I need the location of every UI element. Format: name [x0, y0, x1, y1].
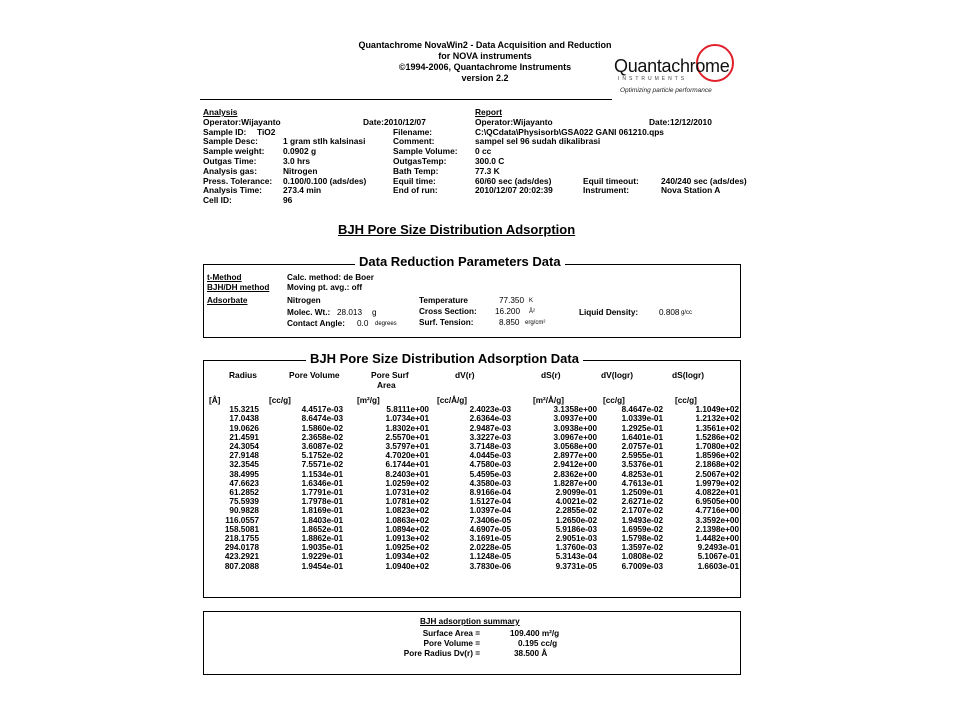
table-row: [209, 488, 739, 497]
cell-dv-r: 4.6907e-05: [469, 524, 511, 534]
logo-name: Quantachrome: [614, 56, 730, 76]
cell-radius: 27.9148: [229, 451, 259, 461]
cell-dv-logr: 1.3597e-02: [621, 543, 663, 553]
outgas-temp-value: 300.0 C: [475, 155, 505, 166]
table-row: [209, 543, 739, 552]
cell-ds-r: 2.9051e-03: [555, 534, 597, 544]
cell-dv-r: 1.5127e-04: [469, 497, 511, 507]
cell-ds-logr: 4.0822e+01: [695, 488, 739, 498]
header-line-2: for NOVA instruments: [438, 51, 532, 61]
cell-pore-surf-area: 4.7020e+01: [385, 451, 429, 461]
cell-dv-r: 1.0397e-04: [469, 506, 511, 516]
cell-dv-logr: 1.0808e-02: [621, 552, 663, 562]
cell-pore-surf-area: 8.2403e+01: [385, 469, 429, 479]
press-tolerance-value: 0.100/0.100 (ads/des): [283, 175, 367, 186]
bjh-method-label: BJH/DH method: [207, 283, 270, 292]
surface-tension-unit: erg/cm²: [525, 320, 546, 326]
table-row: [209, 442, 739, 451]
cell-ds-r: 4.0021e-02: [555, 497, 597, 507]
table-row: [209, 405, 739, 414]
cell-radius: 75.5939: [229, 497, 259, 507]
cell-dv-logr: 2.0757e-01: [621, 442, 663, 452]
cell-ds-r: 3.0967e+00: [553, 432, 597, 442]
cell-dv-r: 4.3580e-03: [469, 478, 511, 488]
cell-pore-volume: 1.8169e-01: [301, 506, 343, 516]
cell-dv-r: 2.6364e-03: [469, 414, 511, 424]
cell-dv-r: 2.9487e-03: [469, 423, 511, 433]
cell-ds-r: 1.3760e-03: [555, 543, 597, 553]
cell-radius: 24.3054: [229, 442, 259, 452]
cell-ds-logr: 1.5286e+02: [695, 432, 739, 442]
reduction-parameters-content: [207, 273, 727, 333]
bjh-data-table: [209, 396, 739, 571]
cell-pore-surf-area: 1.0894e+02: [385, 524, 429, 534]
sample-volume-value: 0 cc: [475, 146, 492, 157]
cell-ds-logr: 9.2493e-01: [697, 543, 739, 553]
cell-radius: 38.4995: [229, 469, 259, 479]
cell-pore-volume: 1.8403e-01: [301, 515, 343, 525]
analysis-gas-value: Nitrogen: [283, 165, 318, 176]
header-line-3: ©1994-2006, Quantachrome Instruments: [398, 62, 572, 72]
cell-dv-r: 2.4023e-03: [469, 405, 511, 415]
table-row: [209, 451, 739, 460]
cell-id-label: Cell ID:: [203, 195, 232, 206]
cell-ds-logr: 1.3561e+02: [695, 423, 739, 433]
cell-pore-surf-area: 1.0940e+02: [385, 561, 429, 571]
contact-angle-value: 0.0: [357, 319, 369, 328]
cell-dv-logr: 1.6959e-02: [621, 524, 663, 534]
cell-dv-r: 3.3227e-03: [469, 432, 511, 442]
cell-ds-r: 2.9412e+00: [553, 460, 597, 470]
table-row: [209, 470, 739, 479]
cell-ds-logr: 6.9505e+00: [695, 497, 739, 507]
surface-area-value: 109.400 m²/g: [510, 629, 560, 638]
unit-pore-surf: [m²/g]: [357, 396, 380, 405]
summary-title: BJH adsorption summary: [420, 617, 520, 626]
reduction-title-text: Data Reduction Parameters Data: [359, 254, 561, 269]
summary-content: [380, 629, 620, 669]
cell-dv-r: 3.7148e-03: [469, 442, 511, 452]
cell-radius: 32.3545: [229, 460, 259, 470]
outgas-temp-label: OutgasTemp:: [393, 155, 447, 166]
cell-dv-logr: 1.6401e-01: [621, 432, 663, 442]
col-header-radius: Radius: [229, 370, 257, 380]
cell-dv-logr: 2.1707e-02: [621, 506, 663, 516]
cell-dv-r: 2.0228e-05: [469, 543, 511, 553]
cell-pore-surf-area: 1.0863e+02: [385, 515, 429, 525]
cell-radius: 807.2088: [224, 561, 259, 571]
t-method-label: t-Method: [207, 273, 242, 282]
cell-id-value: 96: [283, 195, 293, 206]
surface-tension-value: 8.850: [499, 318, 520, 327]
cell-pore-volume: 8.6474e-03: [301, 414, 343, 424]
col-header-pore-surf: Pore Surf: [371, 370, 409, 380]
table-row: [209, 460, 739, 469]
cross-section-label: Cross Section:: [419, 307, 477, 316]
cell-pore-surf-area: 2.5570e+01: [385, 432, 429, 442]
press-tolerance-label: Press. Tolerance:: [203, 175, 273, 186]
cell-radius: 47.6623: [229, 478, 259, 488]
sample-desc-label: Sample Desc:: [203, 136, 258, 147]
filename-label: Filename:: [393, 126, 433, 137]
liquid-density-value: 0.808: [659, 308, 680, 317]
cell-dv-logr: 2.5955e-01: [621, 451, 663, 461]
cell-radius: 61.2852: [229, 488, 259, 498]
cell-radius: 218.1755: [224, 534, 259, 544]
cell-pore-surf-area: 1.0913e+02: [385, 534, 429, 544]
adsorbate-gas: Nitrogen: [287, 296, 321, 305]
cell-pore-surf-area: 1.0781e+02: [385, 497, 429, 507]
cell-ds-logr: 3.3592e+00: [695, 515, 739, 525]
cell-radius: 15.3215: [229, 405, 259, 415]
cell-radius: 17.0438: [229, 414, 259, 424]
col-header-ds-r: dS(r): [541, 370, 561, 380]
outgas-time-label: Outgas Time:: [203, 155, 257, 166]
cell-ds-logr: 1.4482e+00: [695, 534, 739, 544]
surface-tension-label: Surf. Tension:: [419, 318, 474, 327]
equil-timeout-value: 240/240 sec (ads/des): [661, 175, 747, 186]
equil-timeout-label: Equil timeout:: [583, 175, 639, 186]
cell-pore-volume: 1.8652e-01: [301, 524, 343, 534]
cell-ds-r: 2.2855e-02: [555, 506, 597, 516]
cell-pore-surf-area: 1.0731e+02: [385, 488, 429, 498]
cell-dv-logr: 1.0339e-01: [621, 414, 663, 424]
header-divider: [200, 99, 612, 100]
sample-weight-value: 0.0902 g: [283, 146, 317, 157]
cell-pore-surf-area: 1.0259e+02: [385, 478, 429, 488]
outgas-time-value: 3.0 hrs: [283, 155, 311, 166]
table-row: [209, 516, 739, 525]
report-operator: Operator:Wijayanto: [475, 116, 553, 127]
cell-ds-r: 5.9186e-03: [555, 524, 597, 534]
cell-dv-r: 3.7830e-06: [469, 561, 511, 571]
sample-id-label: Sample ID:: [203, 126, 247, 137]
cell-pore-surf-area: 1.0734e+01: [385, 414, 429, 424]
liquid-density-label: Liquid Density:: [579, 308, 639, 317]
header-line-4: version 2.2: [461, 73, 509, 83]
cell-radius: 90.9828: [229, 506, 259, 516]
cell-dv-r: 5.4595e-03: [469, 469, 511, 479]
table-row: [209, 479, 739, 488]
cell-ds-r: 1.8287e+00: [553, 478, 597, 488]
liquid-density-unit: g/cc: [681, 310, 693, 316]
comment-value: sampel sel 96 sudah dikalibrasi: [475, 136, 601, 147]
moving-avg-value: Moving pt. avg.: off: [287, 283, 363, 292]
analysis-time-label: Analysis Time:: [203, 185, 262, 196]
cross-section-unit: Å²: [529, 309, 535, 315]
reduction-parameters-title: [355, 254, 565, 269]
cell-pore-volume: 4.4517e-03: [301, 405, 343, 415]
pore-radius-label: Pore Radius Dv(r) =: [403, 649, 480, 658]
header-line-1: Quantachrome NovaWin2 - Data Acquisition and Reduction: [358, 40, 612, 50]
cell-pore-volume: 1.7978e-01: [301, 497, 343, 507]
cell-ds-logr: 1.8596e+02: [695, 451, 739, 461]
cell-dv-logr: 1.2925e-01: [621, 423, 663, 433]
table-row: [209, 497, 739, 506]
col-header-pore-volume: Pore Volume: [289, 370, 340, 380]
cell-radius: 116.0557: [225, 515, 259, 525]
cell-dv-logr: 6.7009e-03: [621, 561, 663, 571]
end-of-run-label: End of run:: [393, 185, 438, 196]
table-row: [209, 506, 739, 515]
cell-pore-surf-area: 1.8302e+01: [385, 423, 429, 433]
cell-pore-surf-area: 5.8111e+00: [386, 405, 429, 415]
adsorbate-label: Adsorbate: [207, 296, 248, 305]
bjh-data-title: [306, 351, 583, 366]
cell-dv-r: 4.7580e-03: [469, 460, 511, 470]
unit-dv-r: [cc/Å/g]: [437, 396, 468, 405]
pore-volume-value: 0.195 cc/g: [518, 639, 558, 648]
cell-pore-surf-area: 1.0925e+02: [385, 543, 429, 553]
cell-pore-surf-area: 3.5797e+01: [385, 442, 429, 452]
cell-pore-volume: 1.6346e-01: [301, 478, 343, 488]
filename-value: C:\QCdata\Physisorb\GSA022 GANI 061210.qps: [475, 126, 664, 137]
page-title: BJH Pore Size Distribution Adsorption: [338, 222, 576, 237]
unit-dv-logr: [cc/g]: [603, 396, 625, 405]
contact-angle-label: Contact Angle:: [287, 319, 345, 328]
table-row: [209, 552, 739, 561]
cell-dv-logr: 2.6271e-02: [621, 497, 663, 507]
cell-ds-r: 3.0938e+00: [553, 423, 597, 433]
analysis-date: Date:2010/12/07: [363, 116, 426, 127]
cell-dv-logr: 1.9493e-02: [621, 515, 663, 525]
cell-pore-volume: 1.9035e-01: [301, 543, 343, 553]
molec-wt-value: 28.013: [337, 308, 363, 317]
cell-dv-logr: 1.2509e-01: [621, 488, 663, 498]
cell-ds-logr: 1.2132e+02: [695, 414, 739, 424]
sample-id-value: TiO2: [257, 126, 276, 137]
unit-ds-logr: [cc/g]: [675, 396, 697, 405]
cell-ds-r: 2.9099e-01: [555, 488, 597, 498]
table-units-row: [209, 396, 739, 405]
analysis-operator: Operator:Wijayanto: [203, 116, 281, 127]
temperature-label: Temperature: [419, 296, 468, 305]
cell-radius: 21.4591: [229, 432, 259, 442]
comment-label: Comment:: [393, 136, 435, 147]
table-row: [209, 562, 739, 571]
cell-ds-logr: 2.1398e+00: [695, 524, 739, 534]
cell-dv-r: 8.9166e-04: [469, 488, 511, 498]
cell-dv-r: 4.0445e-03: [469, 451, 511, 461]
col-header-area: Area: [377, 380, 396, 390]
cell-pore-volume: 1.5860e-02: [301, 423, 343, 433]
report-heading: Report: [475, 107, 502, 117]
cell-pore-volume: 1.1534e-01: [301, 469, 343, 479]
sample-desc-value: 1 gram stlh kalsinasi: [283, 136, 366, 147]
cell-ds-logr: 4.7716e+00: [695, 506, 739, 516]
cell-pore-volume: 3.6087e-02: [301, 442, 343, 452]
cell-ds-r: 3.0937e+00: [553, 414, 597, 424]
molec-wt-unit: g: [372, 308, 377, 317]
calc-method-value: Calc. method: de Boer: [287, 273, 374, 282]
cell-dv-logr: 4.8253e-01: [621, 469, 663, 479]
molec-wt-label: Molec. Wt.:: [287, 308, 331, 317]
cell-ds-r: 1.2650e-02: [555, 515, 597, 525]
unit-radius: [Å]: [209, 396, 221, 405]
cell-radius: 423.2921: [224, 552, 259, 562]
cell-pore-surf-area: 6.1744e+01: [385, 460, 429, 470]
table-row: [209, 414, 739, 423]
surface-area-label: Surface Area =: [422, 629, 480, 638]
cell-dv-logr: 3.5376e-01: [621, 460, 663, 470]
logo-tagline: Optimizing particle performance: [620, 87, 712, 94]
instrument-value: Nova Station A: [661, 185, 721, 196]
col-header-ds-logr: dS(logr): [672, 370, 705, 380]
table-row: [209, 424, 739, 433]
cell-dv-r: 3.1691e-05: [469, 534, 511, 544]
cell-radius: 294.0178: [224, 543, 259, 553]
cell-radius: 158.5081: [224, 524, 259, 534]
cell-pore-surf-area: 1.0934e+02: [385, 552, 429, 562]
cell-ds-logr: 1.9979e+02: [695, 478, 739, 488]
table-row: [209, 433, 739, 442]
run-info: [203, 108, 763, 206]
instrument-label: Instrument:: [583, 185, 630, 196]
unit-ds-r: [m²/Å/g]: [533, 396, 564, 405]
sample-weight-label: Sample weight:: [203, 146, 265, 157]
cell-ds-r: 3.1358e+00: [553, 405, 597, 415]
cell-ds-r: 5.3143e-04: [555, 552, 597, 562]
cell-pore-volume: 7.5571e-02: [301, 460, 343, 470]
cell-ds-r: 2.8977e+00: [553, 451, 597, 461]
bath-temp-value: 77.3 K: [475, 165, 500, 176]
quantachrome-logo: [606, 42, 746, 100]
bjh-data-title-text: BJH Pore Size Distribution Adsorption Data: [310, 351, 579, 366]
temperature-unit: K: [529, 298, 534, 304]
table-row: [209, 525, 739, 534]
cell-radius: 19.0626: [229, 423, 259, 433]
end-of-run-value: 2010/12/07 20:02:39: [475, 185, 553, 196]
pore-radius-value: 38.500 Å: [514, 649, 548, 658]
analysis-time-value: 273.4 min: [283, 185, 322, 196]
cell-dv-r: 7.3406e-05: [469, 515, 511, 525]
cell-pore-volume: 1.7791e-01: [301, 488, 343, 498]
cell-dv-logr: 8.4647e-02: [621, 405, 663, 415]
unit-pore-volume: [cc/g]: [269, 396, 291, 405]
col-header-dv-logr: dV(logr): [601, 370, 634, 380]
cell-pore-volume: 2.3658e-02: [301, 432, 343, 442]
cell-ds-logr: 2.1868e+02: [695, 460, 739, 470]
table-body: [209, 396, 739, 571]
cell-pore-volume: 1.9229e-01: [301, 552, 343, 562]
cell-ds-logr: 1.1049e+02: [695, 405, 739, 415]
cell-pore-surf-area: 1.0823e+02: [385, 506, 429, 516]
col-header-dv-r: dV(r): [455, 370, 475, 380]
analysis-heading: Analysis: [203, 107, 238, 117]
equil-time-label: Equil time:: [393, 175, 436, 186]
cell-dv-logr: 4.7613e-01: [621, 478, 663, 488]
logo-subtitle: INSTRUMENTS: [618, 76, 688, 82]
cross-section-value: 16.200: [495, 307, 521, 316]
cell-ds-r: 2.8362e+00: [553, 469, 597, 479]
equil-time-value: 60/60 sec (ads/des): [475, 175, 552, 186]
cell-ds-r: 3.0568e+00: [553, 442, 597, 452]
cell-pore-volume: 5.1752e-02: [301, 451, 343, 461]
cell-ds-logr: 5.1067e-01: [697, 552, 739, 562]
analysis-gas-label: Analysis gas:: [203, 165, 257, 176]
report-date: Date:12/12/2010: [649, 116, 712, 127]
temperature-value: 77.350: [499, 296, 525, 305]
cell-ds-logr: 1.7080e+02: [695, 442, 739, 452]
bath-temp-label: Bath Temp:: [393, 165, 439, 176]
pore-volume-label: Pore Volume =: [423, 639, 480, 648]
contact-angle-unit: degrees: [375, 321, 397, 327]
cell-pore-volume: 1.9454e-01: [301, 561, 343, 571]
cell-ds-logr: 1.6603e-01: [697, 561, 739, 571]
cell-pore-volume: 1.8862e-01: [301, 534, 343, 544]
cell-ds-r: 9.3731e-05: [555, 561, 597, 571]
cell-dv-logr: 1.5798e-02: [621, 534, 663, 544]
cell-ds-logr: 2.5067e+02: [695, 469, 739, 479]
sample-volume-label: Sample Volume:: [393, 146, 458, 157]
cell-dv-r: 1.1248e-05: [469, 552, 511, 562]
table-row: [209, 534, 739, 543]
